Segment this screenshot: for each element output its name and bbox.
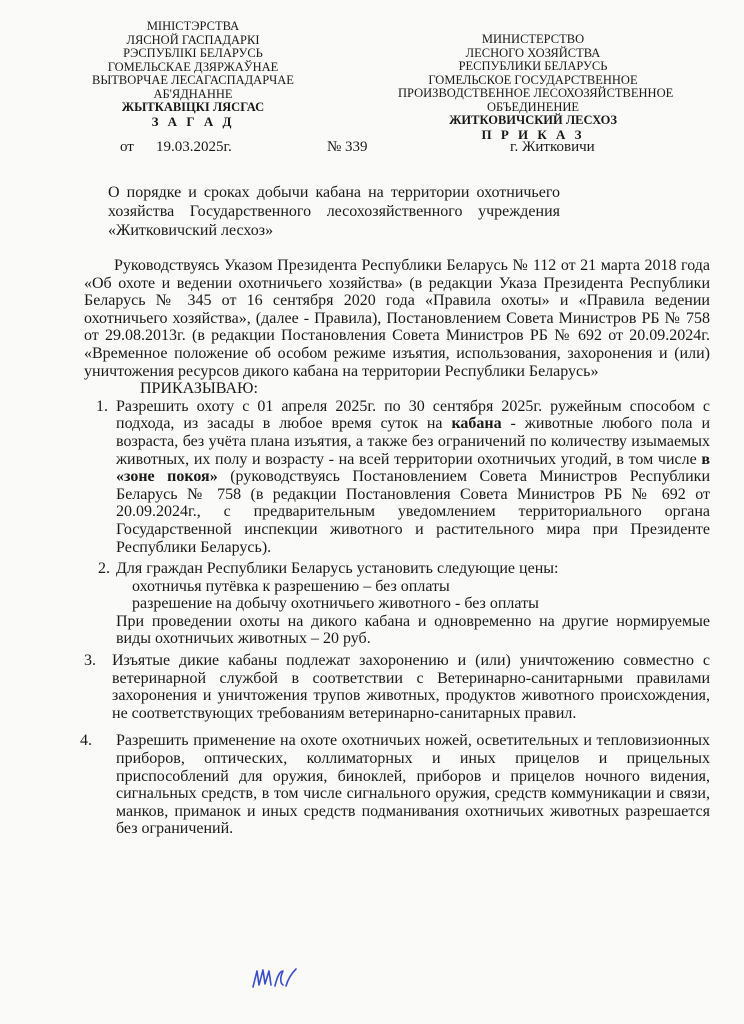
item-1 — [84, 398, 710, 556]
header-right-line: РЕСПУБЛИКИ БЕЛАРУСЬ — [458, 59, 608, 73]
header-right-russian — [398, 32, 674, 142]
header-right-line: МИНИСТЕРСТВО — [481, 32, 585, 46]
item-2-sub-1: охотничья путёвка к разрешению – без оплаты — [132, 577, 450, 595]
header-right-line: ПРОИЗВОДСТВЕННОЕ ЛЕСОХОЗЯЙСТВЕННОЕ — [398, 86, 674, 100]
item-1-text-e: (руководствуясь Постановлением Совета Министров Республики Беларусь № 758 (в редакции Постановления Совета Министров РБ № 692 от 20.09.2024г., с предварительным уведомлением территориального органа Государственной инспекции животного и растительного мира при Президенте Республики Беларусь). — [116, 468, 711, 556]
header-left-line: ВЫТВОРЧАЕ ЛЕСАГАСПАДАРЧАЕ — [92, 73, 294, 87]
order-body — [80, 257, 711, 838]
item-4-text: Разрешить применение на охоте охотничьих ножей, осветительных и тепловизионных приборов, оптических, коллиматорных и иных прицелов и прицельных приспособлений для оружия, биноклей, приборов и прицелов ночного видения, сигнальных средств, в том числе сигнального оружия, средств коммуникации и связи, манков, приманок и иных средств подманивания охотничьих животных разрешается без ограничений. — [116, 732, 710, 838]
item-1-bold-zone: в «зоне покоя» — [116, 450, 711, 486]
header-left-belarusian — [78, 20, 308, 128]
item-1-bold-kaban: кабана — [451, 415, 502, 433]
header-right-doc-type: П Р И К А З — [481, 126, 585, 142]
order-word: ПРИКАЗЫВАЮ: — [140, 380, 258, 398]
item-3-text: Изъятые дикие кабаны подлежат захоронению и (или) уничтожению совместно с ветеринарной службой в соответствии с Ветеринарно-санитарными правилами захоронения и уничтожения трупов животных, продуктов животного происхождения, не соответствующих требованиям ветеринарно-санитарных правил. — [112, 652, 710, 722]
header-left-org: ЖЫТКАВІЦКІ ЛЯСГАС — [121, 100, 265, 114]
item-1-number: 1. — [96, 397, 108, 415]
header-left-line: АБ'ЯДНАННЕ — [153, 86, 233, 101]
header-left-line: ГОМЕЛЬСКАЕ ДЗЯРЖАЎНАЕ — [107, 59, 279, 74]
item-2-extra: При проведении охоты на дикого кабана и одновременно на другие нормируемые виды охотничьих животных – 20 руб. — [116, 612, 710, 648]
item-2-text: Для граждан Республики Беларусь установить следующие цены: — [116, 560, 559, 578]
header-left-line: ЛЯСНОЙ ГАСПАДАРКІ — [126, 32, 260, 47]
header-left-line: МІНІСТЭРСТВА — [146, 19, 240, 33]
item-2-sub-2: разрешение на добычу охотничьего животного - без оплаты — [132, 595, 539, 613]
order-date: 19.03.2025г. — [156, 139, 232, 155]
signature-mark — [250, 965, 300, 991]
date-prefix: от — [120, 139, 134, 155]
item-1-text-a: Разрешить охоту с 01 апреля 2025г. по 30 сентября 2025г. ружейным способом с подхода, из засады в любое время суток на — [116, 397, 710, 433]
item-3 — [84, 652, 710, 722]
order-title: О порядке и сроках добычи кабана на территории охотничьего хозяйства Государственного лесохозяйственного учреждения «Житковичский лесхоз» — [108, 184, 560, 239]
item-4 — [80, 732, 710, 838]
order-number: № 339 — [327, 139, 368, 155]
header-left-line: РЭСПУБЛІКІ БЕЛАРУСЬ — [123, 46, 263, 60]
header-right-line: ОБЪЕДИНЕНИЕ — [486, 99, 580, 114]
header-right-line: ЛЕСНОГО ХОЗЯЙСТВА — [465, 45, 601, 60]
header-left-doc-type: З А Г А Д — [151, 113, 235, 129]
preamble: Руководствуясь Указом Президента Республики Беларусь № 112 от 21 марта 2018 года «Об охоте и ведении охотничьего хозяйства» (в редакции Указа Президента Республики Беларусь № 345 от 16 сентября 2020 года «Правила охоты» и «Правила ведении охотничьего хозяйства», (далее - Правила), Постановлением Совета Министров РБ № 758 от 29.08.2013г. (в редакции Постановления Совета Министров РБ № 692 от 20.09.2024г. «Временное положение об особом режиме изъятия, использования, захоронения и (или) уничтожения ресурсов дикого кабана на территории Республики Беларусь» — [84, 257, 710, 380]
item-3-number: 3. — [84, 652, 96, 670]
header-right-org: ЖИТКОВИЧСКИЙ ЛЕСХОЗ — [449, 113, 617, 127]
item-4-number: 4. — [80, 732, 92, 750]
item-1-text-c: - животные любого пола и возраста, без учёта плана изъятия, а также без ограничений по количеству изымаемых животных, их полу и возрасту - на всей территории охотничьих угодий, в том числе — [116, 415, 710, 468]
order-city: г. Житковичи — [510, 139, 595, 155]
item-2-number: 2. — [98, 560, 110, 578]
header-right-line: ГОМЕЛЬСКОЕ ГОСУДАРСТВЕННОЕ — [428, 72, 638, 87]
item-2 — [84, 560, 710, 578]
